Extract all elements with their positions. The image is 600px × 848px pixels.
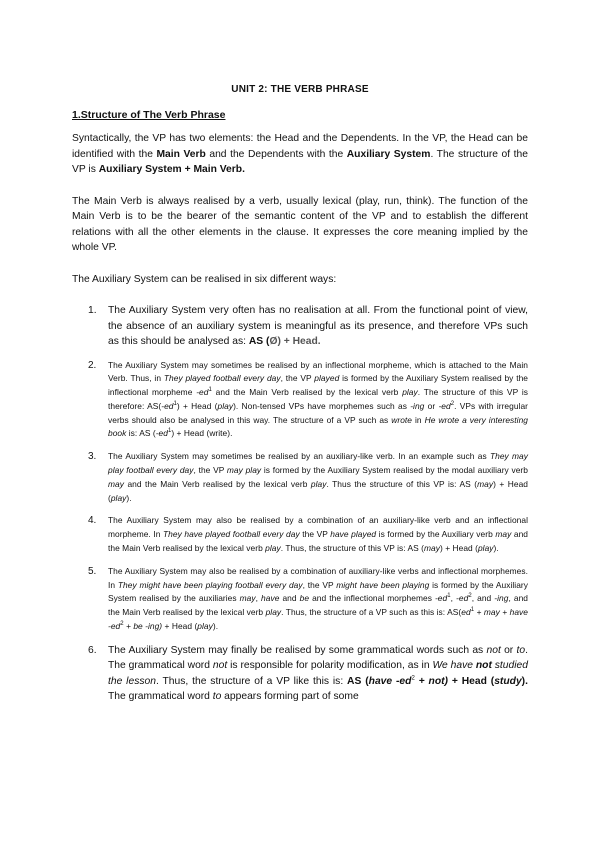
page-title: UNIT 2: THE VERB PHRASE — [231, 84, 369, 95]
list-item: 6. The Auxiliary System may finally be realised by some grammatical words such as not or to. The grammatical word not is responsible for polarity modification, as in We have not studied the lesson. Thus, the structure of a VP like this is: AS (have $-ed^2 + not$) + Head (study). The grammatical word to appears forming part of some — [88, 644, 528, 703]
list-item: 3. The Auxiliary System may sometimes be realised by an auxiliary-like verb. In an example such as They may play football every day, the VP may play is formed by the Auxiliary System realised by the modal auxiliary verb may and the Main Verb realised by the lexical verb play. Thus the structure of this VP is: AS (may) + Head (play). — [88, 451, 529, 503]
paragraph-auxiliary-intro: The Auxiliary System can be realised in six different ways: — [72, 273, 337, 285]
paragraph-main-verb: The Main Verb is always realised by a verb, usually lexical (play, run, think). The function of the Main Verb is to be the bearer of the semantic content of the VP and to establish the different relations with all the other elements in the clause. It expresses the core meaning implied by the whole VP. — [72, 195, 528, 253]
paragraph-vp-elements: Syntactically, the VP has two elements: the Head and the Dependents. In the VP, the Head can be identified with the Main Verb and the Dependents with the Auxiliary System. The structure of the VP is Auxiliary System + Main Verb. — [72, 133, 528, 175]
list-item: 2. The Auxiliary System may sometimes be realised by an inflectional morpheme, which is attached to the Main Verb. Thus, in They played football every day, the VP played is formed by the Auxiliary System realised by the inflectional morpheme $-ed^1$ and the Main Verb realised by the lexical verb play. The structure of this VP is therefore: $AS(-ed^1)$ + Head (play). Non-tensed VPs have morphemes such as -ing or $-ed^2$. VPs with irregular verbs should also be analysed in this way. The structure of a VP such as wrote in He wrote a very interesting book is: AS $(-ed^1)$ + Head (write). — [88, 359, 529, 439]
section-heading: 1.Structure of The Verb Phrase — [72, 109, 226, 121]
list-item: 5. The Auxiliary System may also be realised by a combination of auxiliary-like verbs and inflectional morphemes. In They might have been playing football every day, the VP might have been playing is formed by the Auxiliary System realised by the auxiliaries may, have and be and the inflectional morphemes $-ed^1$, $-ed^2$, and -ing, and the Main Verb realised by the lexical verb play. Thus, the structure of a VP such as this is: $AS(ed^1$ + may + have $-ed^2$ + be -ing) + Head (play). — [88, 565, 529, 632]
list-item: 4. The Auxiliary System may also be realised by a combination of an auxiliary-like verb and an inflectional morpheme. In They have played football every day the VP have played is formed by the Auxiliary verb may and the Main Verb realised by the lexical verb play. Thus, the structure of this VP is: AS (may) + Head (play). — [88, 515, 528, 554]
list-item: 1. The Auxiliary System very often has no realisation at all. From the functional point of view, the absence of an auxiliary system is meaningful as its presence, and therefore VPs such as this should be analysed as: AS (Ø) + Head. — [88, 305, 528, 347]
auxiliary-system-list — [72, 303, 528, 705]
